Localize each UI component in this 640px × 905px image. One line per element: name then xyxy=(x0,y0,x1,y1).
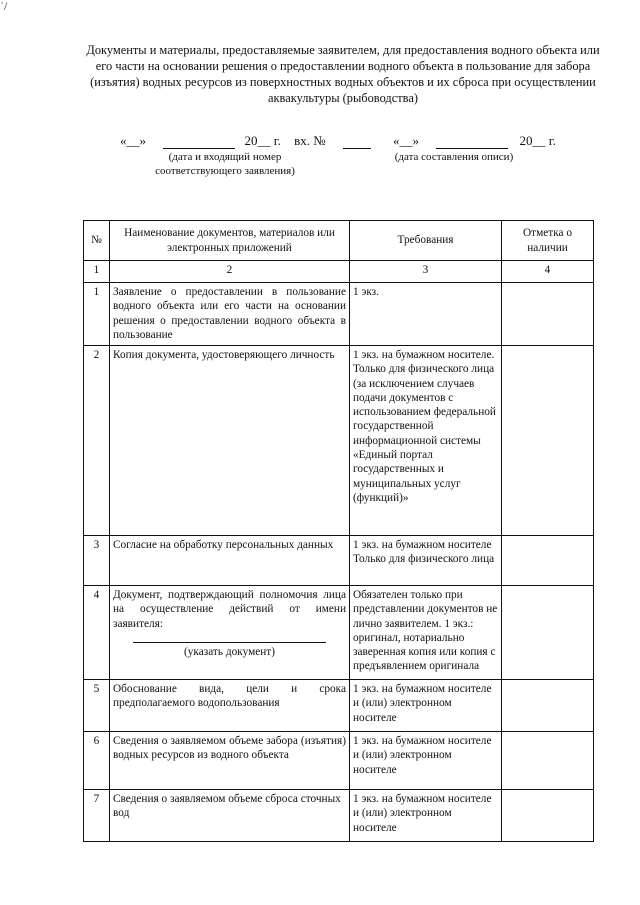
row-availability-mark[interactable] xyxy=(502,732,594,790)
row-document-name-cell xyxy=(110,586,350,680)
column-index-3: 3 xyxy=(350,261,502,283)
row-availability-mark[interactable] xyxy=(502,283,594,346)
registration-line xyxy=(120,133,371,149)
row-availability-mark[interactable] xyxy=(502,680,594,732)
table-row xyxy=(84,283,594,346)
registration-caption: (дата и входящий номер соответствующего заявления) xyxy=(155,151,295,177)
row-number: 4 xyxy=(84,586,110,680)
row-number: 5 xyxy=(84,680,110,732)
table-row xyxy=(84,536,594,586)
table-row xyxy=(84,586,594,680)
row-availability-mark[interactable] xyxy=(502,790,594,842)
row-availability-mark[interactable] xyxy=(502,346,594,536)
row-requirements: 1 экз. на бумажном носителе и (или) электронном носителе xyxy=(350,732,502,790)
column-index-4: 4 xyxy=(502,261,594,283)
row-requirements: 1 экз. на бумажном носителе Только для физического лица xyxy=(350,536,502,586)
table-row xyxy=(84,680,594,732)
row-number: 1 xyxy=(84,283,110,346)
column-index-row xyxy=(84,261,594,283)
header-number: № xyxy=(84,221,110,261)
row-document-name: Согласие на обработку персональных данных xyxy=(110,536,350,586)
table-row xyxy=(84,790,594,842)
row-number: 2 xyxy=(84,346,110,536)
header-availability-mark: Отметка о наличии xyxy=(502,221,594,261)
column-index-2: 2 xyxy=(110,261,350,283)
inventory-date-line xyxy=(393,133,556,149)
left-day-field: «__» xyxy=(120,133,146,148)
document-entry-caption: (указать документ) xyxy=(184,645,275,658)
row-availability-mark[interactable] xyxy=(502,586,594,680)
column-index-1: 1 xyxy=(84,261,110,283)
table-header-row xyxy=(84,221,594,261)
row-requirements: 1 экз. на бумажном носителе и (или) электронном носителе xyxy=(350,680,502,732)
row-document-name: Обоснование вида, цели и срока предполагаемого водопользования xyxy=(110,680,350,732)
header-requirements: Требования xyxy=(350,221,502,261)
left-year-field: 20__ г. xyxy=(244,133,281,148)
right-day-field: «__» xyxy=(393,133,419,148)
right-month-blank xyxy=(436,136,508,149)
right-year-field: 20__ г. xyxy=(519,133,556,148)
row-number: 3 xyxy=(84,536,110,586)
table-row xyxy=(84,732,594,790)
row-requirements: 1 экз. на бумажном носителе. Только для физического лица (за исключением случаев подачи документов с использованием федеральной государственной информационной системы «Единый портал государственных и муниципальных услуг (функций)» xyxy=(350,346,502,536)
row-number: 7 xyxy=(84,790,110,842)
row-document-name: Документ, подтверждающий полномочия лица на осуществление действий от имени заявителя: xyxy=(113,589,346,630)
inventory-date-caption: (дата составления описи) xyxy=(394,151,514,163)
left-month-blank xyxy=(163,136,235,149)
corner-scan-mark: ˙/ xyxy=(0,0,8,13)
row-document-name: Заявление о предоставлении в пользование водного объекта или его части на основании решения о предоставлении водного объекта в пользование xyxy=(110,283,350,346)
incoming-number-label: вх. № xyxy=(294,133,326,148)
documents-table xyxy=(83,220,594,842)
row-document-name: Сведения о заявляемом объеме сброса сточных вод xyxy=(110,790,350,842)
row-requirements: Обязателен только при представлении документов не лично заявителем. 1 экз.: оригинал, нотариально заверенная копия или копия с предъявлением оригинала xyxy=(350,586,502,680)
row-availability-mark[interactable] xyxy=(502,536,594,586)
incoming-number-blank xyxy=(343,136,371,149)
document-title: Документы и материалы, предоставляемые заявителем, для предоставления водного объекта или его части на основании решения о предоставлении водного объекта в пользование для забора (изъятия) водных ресурсов из поверхностных водных объектов и их сброса при осуществлении аквакультуры (рыбоводства) xyxy=(86,43,600,105)
document-entry-line xyxy=(133,641,326,643)
row-number: 6 xyxy=(84,732,110,790)
row-document-name: Сведения о заявляемом объеме забора (изъятия) водных ресурсов из водного объекта xyxy=(110,732,350,790)
row-requirements: 1 экз. xyxy=(350,283,502,346)
row-document-name: Копия документа, удостоверяющего личность xyxy=(110,346,350,536)
table-row xyxy=(84,346,594,536)
header-document-name: Наименование документов, материалов или электронных приложений xyxy=(110,221,350,261)
row-requirements: 1 экз. на бумажном носителе и (или) электронном носителе xyxy=(350,790,502,842)
